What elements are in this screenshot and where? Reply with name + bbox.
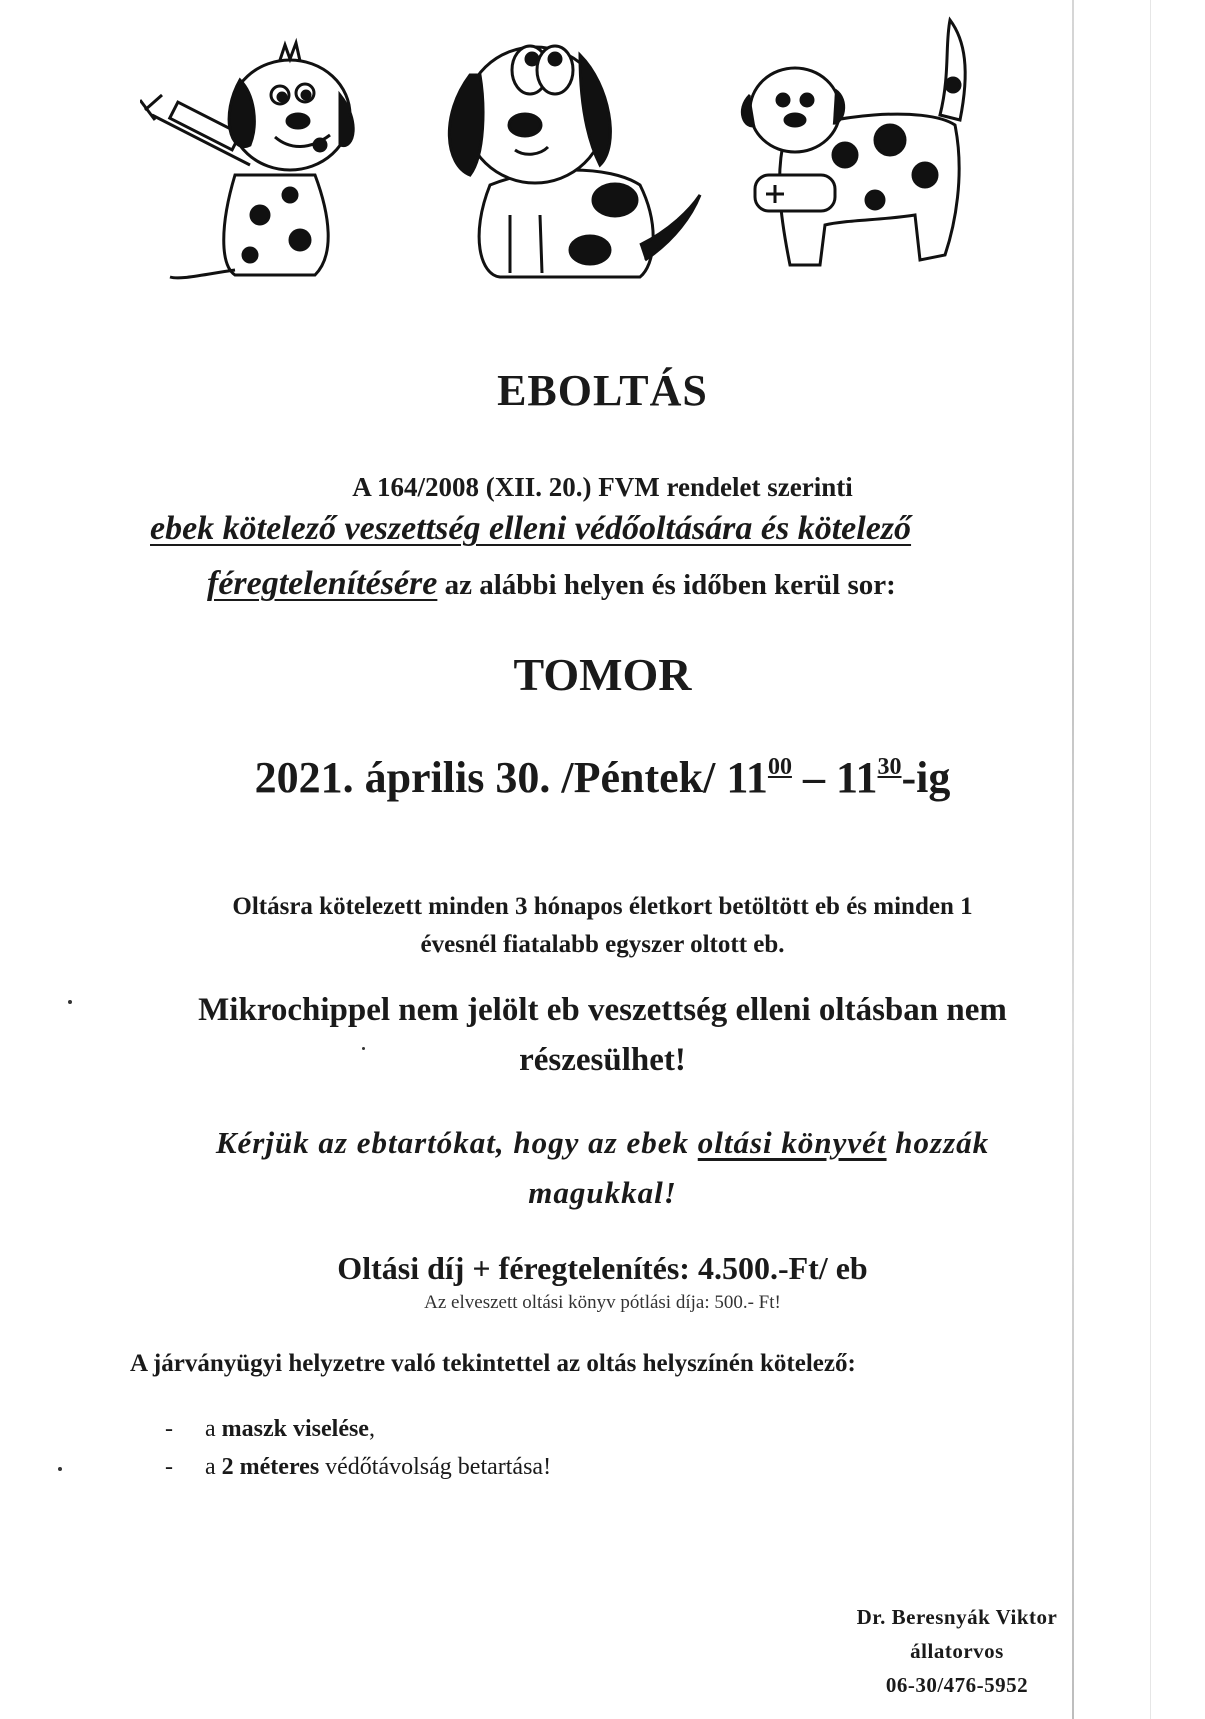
obligation-line-1: Oltásra kötelezett minden 3 hónapos életkort betöltött eb és minden 1 bbox=[232, 893, 973, 920]
emphasis-continuation bbox=[207, 565, 896, 603]
request-notice bbox=[0, 1118, 1205, 1218]
epidemic-intro: A járványügyi helyzetre való tekintettel az oltás helyszínén kötelező: bbox=[130, 1350, 856, 1377]
fee-text: Oltási díj + féregtelenítés: 4.500.-Ft/ eb bbox=[337, 1250, 868, 1286]
microchip-line-1: Mikrochippel nem jelölt eb veszettség elleni oltásban nem bbox=[198, 992, 1007, 1028]
request-underlined: oltási könyvét bbox=[697, 1125, 887, 1160]
end-minutes: 30 bbox=[877, 754, 902, 780]
regulation-line bbox=[0, 472, 1205, 503]
request-part-2: hozzák bbox=[886, 1125, 990, 1160]
list-item: - a maszk viselése, bbox=[165, 1416, 375, 1442]
signature-title: állatorvos bbox=[910, 1639, 1004, 1663]
dog-with-syringe-icon bbox=[140, 25, 380, 290]
signature-block bbox=[832, 1600, 1082, 1702]
scan-speck bbox=[362, 1047, 365, 1050]
date-main: 2021. április 30. /Péntek/ 11 bbox=[254, 753, 768, 802]
scan-edge-line-2 bbox=[1150, 0, 1151, 1719]
signature-phone: 06-30/476-5952 bbox=[885, 1673, 1029, 1697]
microchip-line-2: részesülhet! bbox=[519, 1042, 686, 1078]
date-dash: – 11 bbox=[791, 753, 878, 802]
microchip-notice bbox=[0, 985, 1205, 1085]
date-suffix: -ig bbox=[901, 753, 951, 802]
emphasis-word: féregtelenítésére bbox=[207, 565, 438, 602]
location-time-text: az alábbi helyen és időben kerül sor: bbox=[437, 569, 896, 601]
signature-name: Dr. Beresnyák Viktor bbox=[856, 1605, 1058, 1629]
scan-speck bbox=[58, 1467, 62, 1471]
start-minutes: 00 bbox=[767, 754, 792, 780]
request-line-2: magukkal! bbox=[528, 1175, 677, 1210]
location-name: TOMOR bbox=[513, 649, 692, 700]
lost-book-fee: Az elveszett oltási könyv pótlási díja: 500.- Ft! bbox=[424, 1292, 781, 1313]
date-time bbox=[0, 752, 1205, 803]
request-part-1: Kérjük az ebtartókat, hogy az ebek bbox=[215, 1125, 698, 1160]
obligation-text bbox=[0, 888, 1205, 964]
emphasis-line: ebek kötelező veszettség elleni védőoltására és kötelező bbox=[150, 510, 912, 547]
scan-speck bbox=[68, 1000, 72, 1004]
dog-with-bandage-icon bbox=[725, 15, 985, 280]
list-item: - a 2 méteres védőtávolság betartása! bbox=[165, 1454, 552, 1480]
obligation-line-2: évesnél fiatalabb egyszer oltott eb. bbox=[420, 931, 785, 958]
request-line-1 bbox=[0, 1118, 1205, 1168]
page-title: EBOLTÁS bbox=[497, 366, 708, 415]
regulation-text: A 164/2008 (XII. 20.) FVM rendelet szerinti bbox=[352, 472, 853, 502]
sad-dog-icon bbox=[430, 15, 710, 290]
dog-illustrations bbox=[140, 15, 1100, 300]
epidemic-list bbox=[165, 1410, 551, 1486]
